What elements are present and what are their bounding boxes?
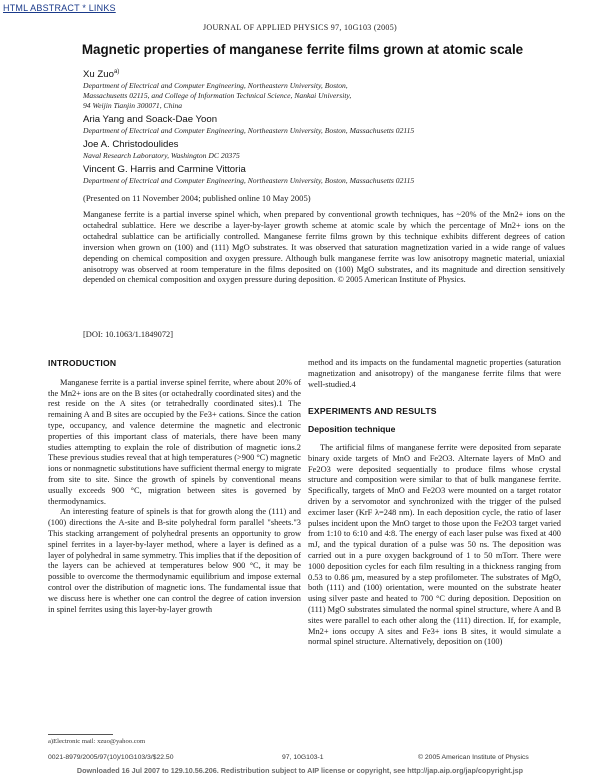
author-affiliation: 94 Weijin Tianjin 300071, China: [83, 101, 183, 111]
right-column: [308, 358, 561, 648]
journal-header: JOURNAL OF APPLIED PHYSICS 97, 10G103 (2005): [202, 23, 398, 32]
paragraph: method and its impacts on the fundamental magnetic properties (saturation magnetization and anisotropy) of the manganese ferrite films that were well-studied.4: [308, 358, 561, 389]
footer-issn: 0021-8979/2005/97(10)/10G103/3/$22.50: [48, 754, 174, 761]
footer-page-number: 97, 10G103-1: [282, 754, 324, 761]
paragraph: The artificial films of manganese ferrite were deposited from separate binary oxide targets of MnO and Fe2O3. Alternate layers of MnO and Fe2O3 were deposited sequentially to produce films whose crystal structure and composition were similar to that of bulk manganese ferrite. Specifically, targets of MnO and Fe2O3 were mounted on a target rotator driven by a servomotor and synchronized with the trigger of the pulsed excimer laser (KrF λ=248 nm). In each deposition cycle, the ratio of laser pulses incident upon the MnO target to those upon the Fe2O3 target varied from 1:10 to 6:10 and 4:8. The energy of each laser pulse was fixed at 400 mJ, and the typical duration of a pulse was 50 ns. The deposition was carried out in a pure oxygen background of 1 to 50 mTorr. There were 1000 deposition cycles for each film resulting in a thickness ranging from 0.53 to 0.86 μm, measured by a step profilometer. The substrates of MgO, both (111) and (100) orientation, were mounted on the substrate heater using silver paste and heated to 700 °C during deposition. Deposition on (111) MgO substrates simulated the normal spinel structure, where A and B sites were parallel to each other along the (111) direction. If, for example, Mn2+ ions occupy A sites and Fe3+ ions B sites, it would simulate a normal spinel structure. Alternatively, deposition on (100): [308, 442, 561, 647]
author-name: Joe A. Christodoulides: [83, 139, 179, 151]
author-name: Xu Zuo$^{a)}$: [83, 69, 120, 81]
author-affiliation: Department of Electrical and Computer Engineering, Northeastern University, Boston, Massachusetts 02115: [83, 176, 415, 186]
download-notice: Downloaded 16 Jul 2007 to 129.10.56.206. Redistribution subject to AIP license or copyright, see http://jap.aip.org/jap/copyright.jsp: [76, 766, 524, 775]
author-name: Aria Yang and Soack-Dae Yoon: [83, 114, 218, 126]
author-name: Vincent G. Harris and Carmine Vittoria: [83, 164, 246, 176]
section-heading-experiments: EXPERIMENTS AND RESULTS: [308, 406, 437, 417]
footer-copyright: © 2005 American Institute of Physics: [418, 754, 529, 761]
html-abstract-links[interactable]: HTML ABSTRACT * LINKS: [3, 3, 116, 13]
author-affiliation: Naval Research Laboratory, Washington DC 20375: [83, 151, 240, 161]
paragraph: Manganese ferrite is a partial inverse spinel ferrite, where about 20% of the Mn2+ ions are on the B sites (or octahedrally coordinated sites) and the rest reside on the A sites (or tetrahedrally coordinated sites).1 The remaining A and B sites are occupied by the Fe3+ cations. Since the cation type, occupancy, and valence determine the magnetic and electronic properties of this important class of materials, there have been many studies attempting to explain the role of distribution of magnetic ions.2 These previous studies reveal that at high temperatures (>900 °C) magnetic ions or nonmagnetic substitutions have sufficient thermal energy to migrate from site to site. Since the growth of spinels by conventional means usually exceeds 900 °C, migration between sites is governed by thermodynamics.: [48, 377, 301, 506]
footnote: a)Electronic mail: xzuo@yahoo.com: [48, 738, 146, 745]
author-affiliation: Department of Electrical and Computer Engineering, Northeastern University, Boston,: [83, 81, 348, 91]
author-block: [83, 66, 563, 186]
paper-title: Magnetic properties of manganese ferrite films grown at atomic scale: [81, 42, 524, 57]
subsection-heading-deposition: Deposition technique: [308, 424, 396, 435]
author-affiliation: Department of Electrical and Computer Engineering, Northeastern University, Boston, Massachusetts 02115: [83, 126, 415, 136]
section-heading-introduction: INTRODUCTION: [48, 358, 117, 368]
doi[interactable]: [DOI: 10.1063/1.1849072]: [83, 330, 174, 339]
author-affiliation: Massachusetts 02115, and College of Information Technical Science, Nankai University,: [83, 91, 352, 101]
abstract: Manganese ferrite is a partial inverse spinel which, when prepared by conventional growth techniques, has ~20% of the Mn2+ ions on the octahedral sublattice. Here we describe a layer-by-layer growth scheme at atomic scale by which the percentage of Mn2+ ions on the octahedral sublattice can be artificially controlled. Manganese ferrite films grown by this technique exhibits different degrees of cation inversion when grown on (100) and (111) MgO substrates. It was observed that saturation magnetization varied in a wide range of values depending on chemical composition and oxygen pressure. Although bulk manganese ferrite was low anisotropy magnetic material, uniaxial anisotropy was observed at room temperature in the films deposited on (100) MgO substrates, and its magnitude and direction sensitively depended on chemical composition and oxygen pressure during deposition. © 2005 American Institute of Physics.: [83, 210, 565, 285]
publication-dates: (Presented on 11 November 2004; published online 10 May 2005): [83, 193, 311, 203]
left-column: [48, 358, 301, 615]
footnote-rule: [48, 734, 113, 735]
paragraph: An interesting feature of spinels is that for growth along the (111) and (100) directions the A-site and B-site polyhedral form parallel "sheets."3 This stacking arrangement of polyhedral presents an opportunity to grow spinel ferrites in a layer-by-layer method, where a layer is defined as a layer of polyhedral in same symmetry. This implies that if the deposition of the layers can be achieved at temperatures below 900 °C, it may be possible to overcome the thermodynamic equilibrium and impose external control over the distribution of magnetic ions. The fundamental issue that we discuss here is whether one can control the degree of cation inversion in spinel ferrites using this layer-by-layer growth: [48, 507, 301, 614]
